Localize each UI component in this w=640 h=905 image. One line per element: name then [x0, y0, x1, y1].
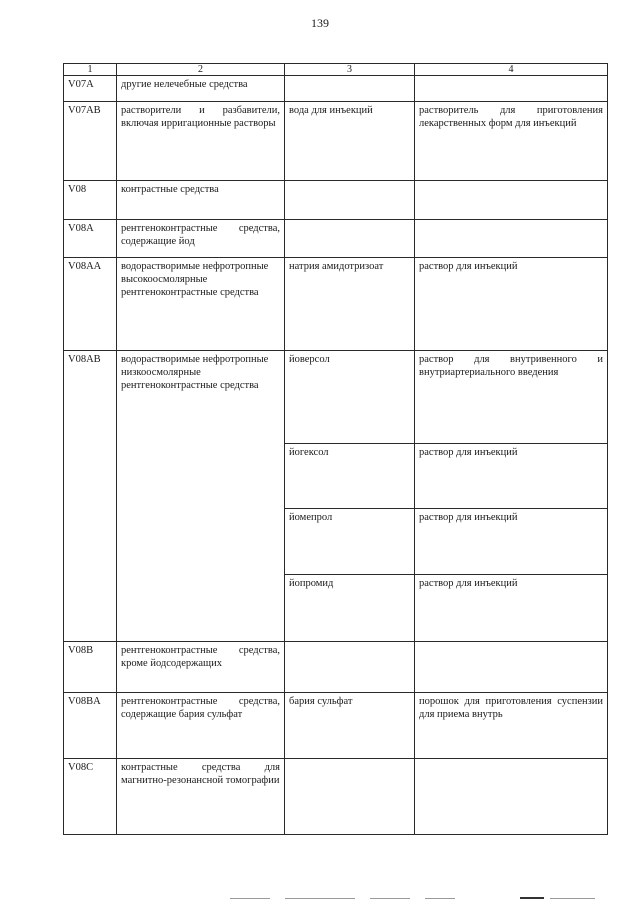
table-row: [64, 693, 608, 759]
drug-name: йоверсол: [285, 351, 415, 444]
table-row: [64, 76, 608, 102]
dosage-form: порошок для приготовления суспензии для приема внутрь: [415, 693, 608, 759]
drug-name: йогексол: [285, 444, 415, 509]
column-number-row: [64, 64, 608, 76]
atc-code: V08C: [64, 759, 117, 835]
drug-name: натрия амидотризоат: [285, 258, 415, 351]
drug-name: [285, 220, 415, 258]
pharmacological-group: водорастворимые нефротропные низкоосмолярные рентгеноконтрастные средства: [117, 351, 285, 642]
dosage-form: [415, 759, 608, 835]
atc-code: V08: [64, 181, 117, 220]
pharmacological-group: рентгеноконтрастные средства, содержащие бария сульфат: [117, 693, 285, 759]
pharmacological-group: контрастные средства для магнитно-резонансной томографии: [117, 759, 285, 835]
atc-code: V07AB: [64, 102, 117, 181]
drug-name: йомепрол: [285, 509, 415, 575]
dosage-form: раствор для инъекций: [415, 509, 608, 575]
drug-name: [285, 759, 415, 835]
drug-name: бария сульфат: [285, 693, 415, 759]
pharmacological-group: рентгеноконтрастные средства, кроме йодсодержащих: [117, 642, 285, 693]
table-row: [64, 181, 608, 220]
atc-code: V08AA: [64, 258, 117, 351]
drug-name: вода для инъекций: [285, 102, 415, 181]
dosage-form: раствор для инъекций: [415, 575, 608, 642]
column-header: 4: [415, 64, 608, 76]
dosage-form: [415, 642, 608, 693]
table-row: [64, 102, 608, 181]
drug-name: йопромид: [285, 575, 415, 642]
atc-code: V08BA: [64, 693, 117, 759]
table-row: [64, 258, 608, 351]
pharmacological-group: контрастные средства: [117, 181, 285, 220]
atc-code: V07A: [64, 76, 117, 102]
table-row: [64, 642, 608, 693]
column-header: 2: [117, 64, 285, 76]
dosage-form: [415, 181, 608, 220]
dosage-form: [415, 220, 608, 258]
scan-artifact-marks: [230, 896, 610, 901]
atc-code: V08AB: [64, 351, 117, 642]
pharmacological-group: рентгеноконтрастные средства, содержащие йод: [117, 220, 285, 258]
pharmacological-group: другие нелечебные средства: [117, 76, 285, 102]
pharmacological-group: растворители и разбавители, включая ирригационные растворы: [117, 102, 285, 181]
pharmacological-group: водорастворимые нефротропные высокоосмолярные рентгеноконтрастные средства: [117, 258, 285, 351]
atc-code: V08A: [64, 220, 117, 258]
dosage-form: раствор для инъекций: [415, 444, 608, 509]
dosage-form: раствор для инъекций: [415, 258, 608, 351]
drug-name: [285, 76, 415, 102]
drug-classification-table: [63, 63, 608, 835]
dosage-form: раствор для внутривенного и внутриартериального введения: [415, 351, 608, 444]
dosage-form: [415, 76, 608, 102]
dosage-form: растворитель для приготовления лекарственных форм для инъекций: [415, 102, 608, 181]
atc-code: V08B: [64, 642, 117, 693]
table-row: [64, 759, 608, 835]
drug-name: [285, 642, 415, 693]
table-row: [64, 351, 608, 444]
page-number: 139: [311, 16, 329, 30]
table-row: [64, 220, 608, 258]
column-header: 3: [285, 64, 415, 76]
column-header: 1: [64, 64, 117, 76]
drug-name: [285, 181, 415, 220]
